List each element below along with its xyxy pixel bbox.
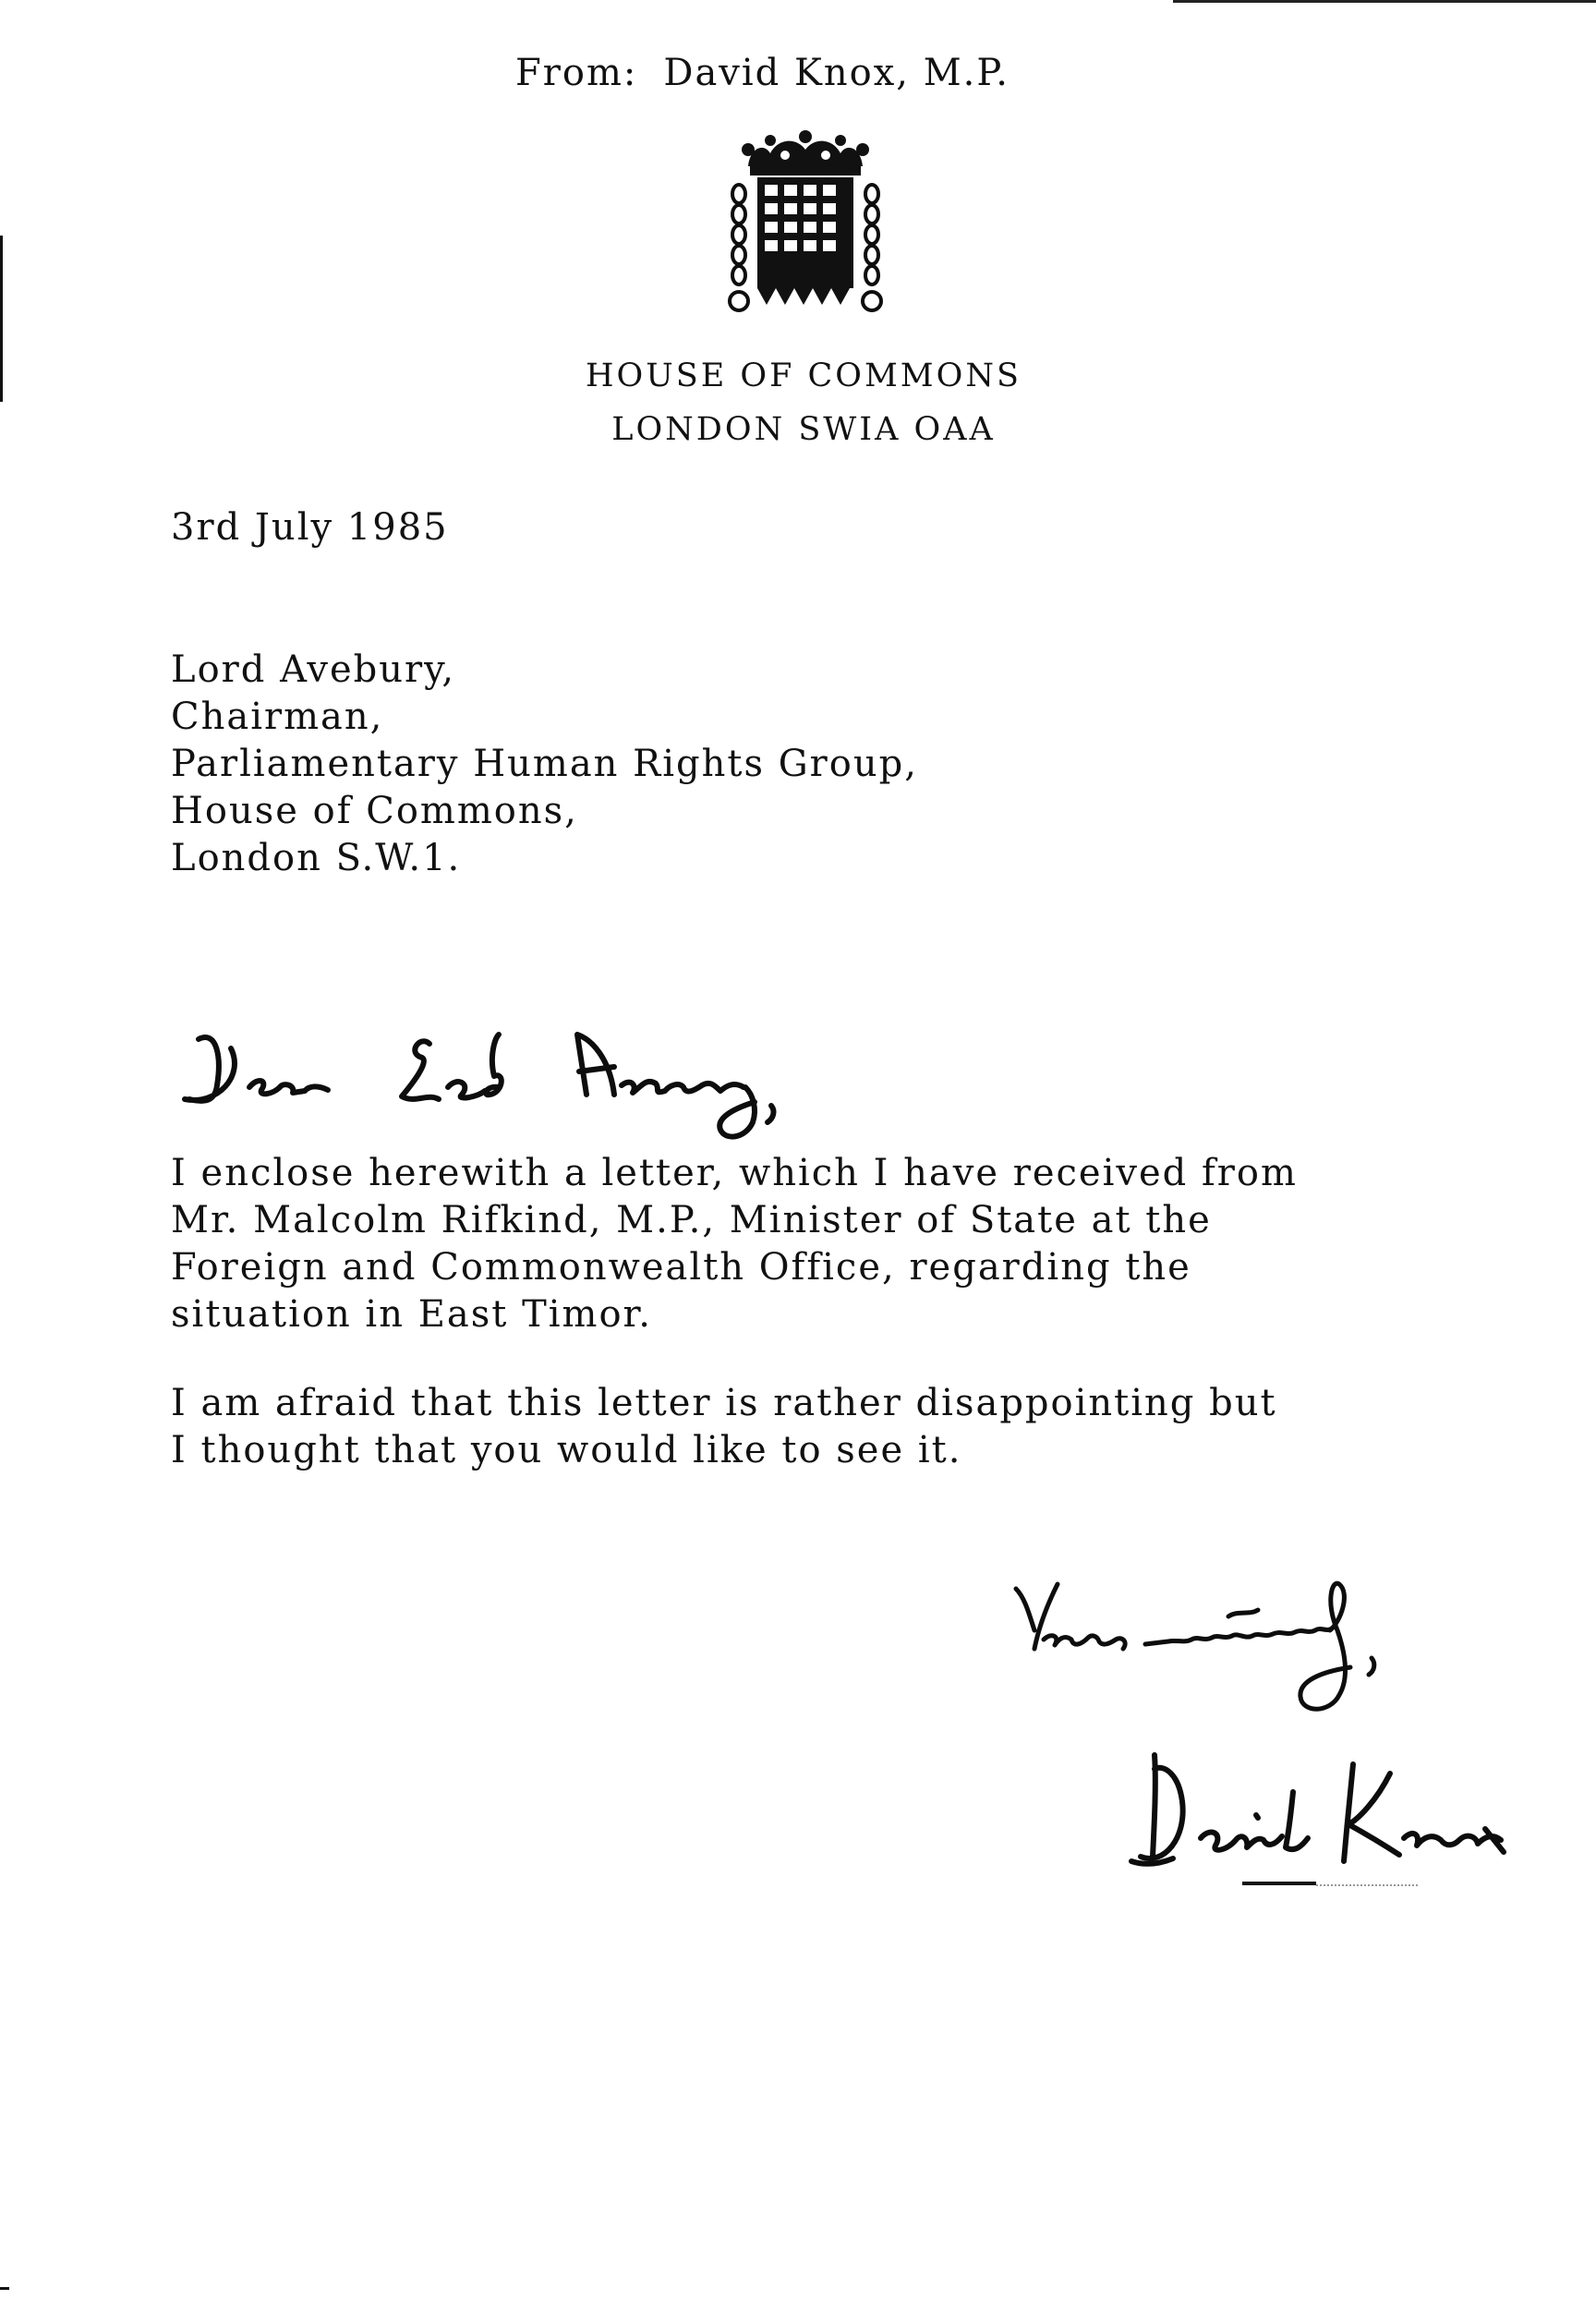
recipient-line: House of Commons, — [171, 790, 578, 832]
body-paragraph — [171, 1380, 1298, 1474]
scan-edge-top — [1173, 0, 1596, 3]
body-line: situation in East Timor. — [171, 1293, 652, 1336]
handwritten-signature — [1127, 1737, 1561, 1903]
body-line: Mr. Malcolm Rifkind, M.P., Minister of State at the — [171, 1199, 1212, 1241]
recipient-address — [171, 647, 918, 882]
letter-date: 3rd July 1985 — [171, 506, 449, 549]
scan-edge-left — [0, 236, 3, 402]
recipient-line: Lord Avebury, — [171, 648, 456, 691]
portcullis-grid — [757, 177, 853, 305]
recipient-line: London S.W.1. — [171, 837, 462, 879]
signature-dotted-mark — [1316, 1884, 1418, 1888]
address-line-city: LONDON SWIA OAA — [611, 411, 996, 448]
handwritten-closing — [1007, 1575, 1561, 1760]
chain-right-icon — [863, 185, 881, 310]
from-name: David Knox, M.P. — [663, 52, 1010, 94]
body-line: Foreign and Commonwealth Office, regarding the — [171, 1246, 1191, 1289]
address-line-institution: HOUSE OF COMMONS — [586, 357, 1022, 394]
body-paragraph — [171, 1150, 1298, 1338]
body-line: I thought that you would like to see it. — [171, 1429, 962, 1471]
letter-body — [171, 1150, 1298, 1516]
body-line: I enclose herewith a letter, which I have received from — [171, 1152, 1298, 1194]
portcullis-icon — [713, 129, 898, 328]
from-line — [515, 52, 1010, 94]
letterhead-address — [517, 349, 1090, 456]
from-label: From: — [515, 52, 638, 94]
body-line: I am afraid that this letter is rather disappointing but — [171, 1382, 1277, 1424]
crown-icon — [742, 130, 869, 176]
chain-left-icon — [730, 185, 748, 310]
handwritten-salutation — [180, 1021, 937, 1159]
scan-mark-bottom — [0, 2287, 9, 2290]
recipient-line: Chairman, — [171, 696, 384, 738]
signature-underline — [1242, 1882, 1316, 1885]
recipient-line: Parliamentary Human Rights Group, — [171, 743, 918, 785]
